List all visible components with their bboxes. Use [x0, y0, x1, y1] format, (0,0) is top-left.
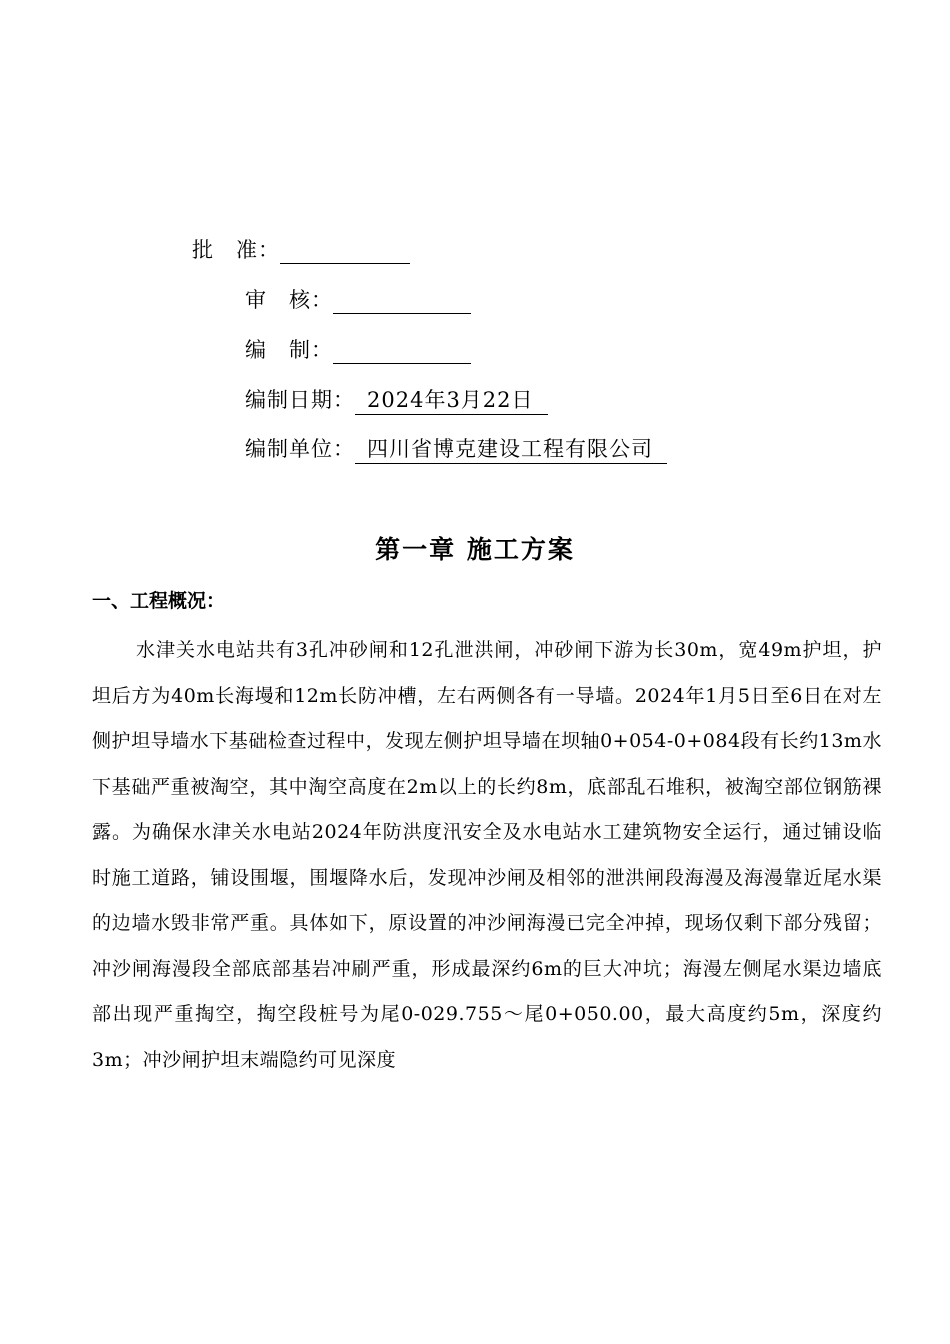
approve-label: 批 准：	[192, 238, 280, 262]
section-heading: 一、工程概况：	[92, 590, 226, 612]
chapter-title: 第一章 施工方案	[375, 535, 575, 564]
approve-signature-line[interactable]	[280, 239, 410, 264]
compile-signature-line[interactable]	[333, 339, 471, 364]
body-paragraph: 水津关水电站共有3孔冲砂闸和12孔泄洪闸，冲砂闸下游为长30m，宽49m护坦，护坦后方为40m长海墁和12m长防冲槽，左右两侧各有一导墙。2024年1月5日至6日在对左侧护坦导墙水下基础检查过程中，发现左侧护坦导墙在坝轴0+054-0+084段有长约13m水下基础严重被淘空，其中淘空高度在2m以上的长约8m，底部乱石堆积，被淘空部位钢筋裸露。为确保水津关水电站2024年防洪度汛安全及水电站水工建筑物安全运行，通过铺设临时施工道路，铺设围堰，围堰降水后，发现冲沙闸及相邻的泄洪闸段海漫及海漫靠近尾水渠的边墙水毁非常严重。具体如下，原设置的冲沙闸海漫已完全冲掉，现场仅剩下部分残留；冲沙闸海漫段全部底部基岩冲刷严重，形成最深约6m的巨大冲坑；海漫左侧尾水渠边墙底部出现严重掏空，掏空段桩号为尾0-029.755～尾0+050.00，最大高度约5m，深度约3m；冲沙闸护坦末端隐约可见深度	[92, 639, 882, 1071]
date-label: 编制日期：	[245, 388, 355, 412]
date-value: 2024年3月22日	[355, 386, 548, 415]
review-row	[245, 286, 471, 314]
compile-row	[245, 336, 471, 364]
compile-label: 编 制：	[245, 338, 333, 362]
approve-row	[192, 236, 410, 264]
unit-value: 四川省博克建设工程有限公司	[355, 435, 667, 464]
unit-label: 编制单位：	[245, 437, 355, 461]
unit-row	[245, 435, 667, 464]
date-row	[245, 386, 548, 415]
review-label: 审 核：	[245, 288, 333, 312]
review-signature-line[interactable]	[333, 289, 471, 314]
